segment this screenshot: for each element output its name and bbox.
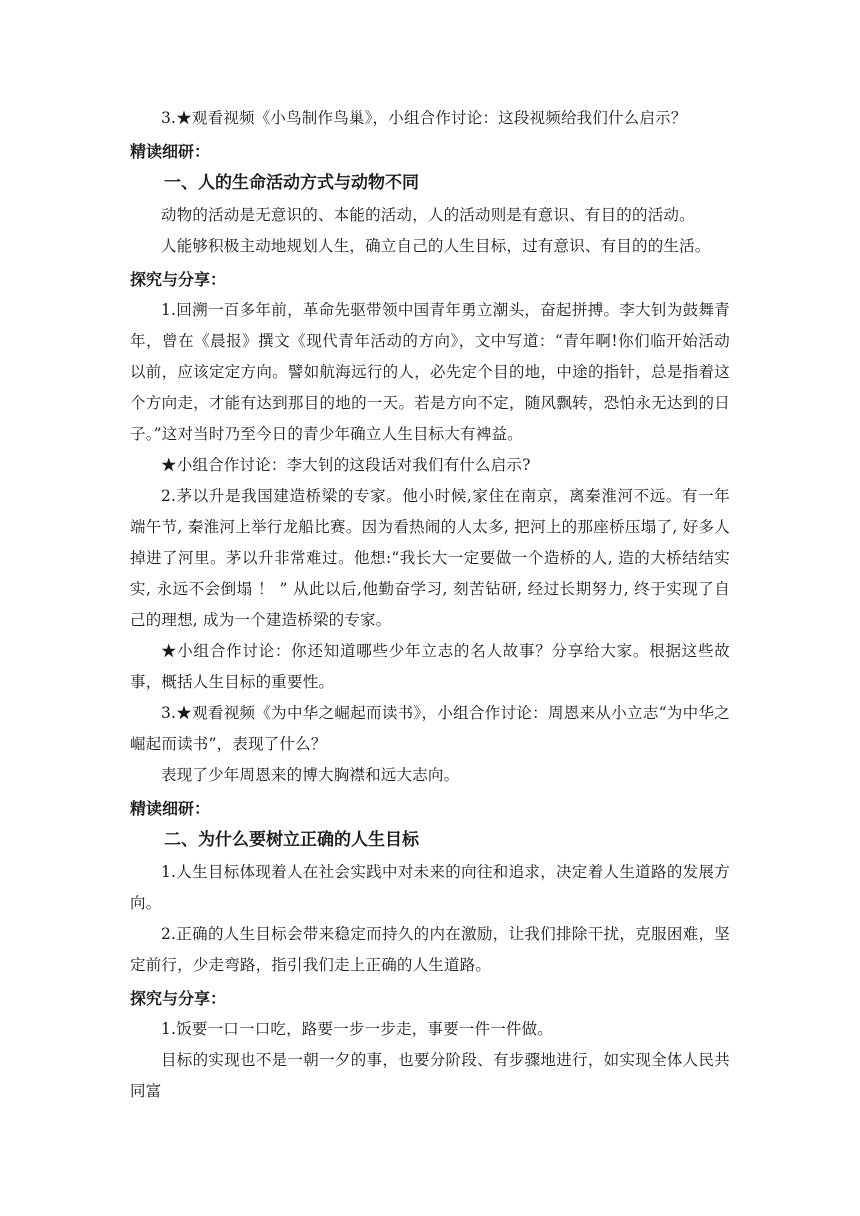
activity-3-video-bird-nest: 3.★观看视频《小鸟制作鸟巢》，小组合作讨论：这段视频给我们什么启示？ — [161, 109, 687, 127]
activity-3-video-zhou-enlai: 3.★观看视频《为中华之崛起而读书》，小组合作讨论：周恩来从小立志“为中华之崛起而读书”，表现了什么？ — [130, 704, 730, 753]
paragraph-goal-motivation: 2.正确的人生目标会带来稳定而持久的内在激励，让我们排除干扰，克服困难，坚定前行，少走弯路，指引我们走上正确的人生道路。 — [130, 925, 730, 974]
paragraph-goal-stages: 目标的实现也不是一朝一夕的事，也要分阶段、有步骤地进行，如实现全体人民共同富 — [130, 1051, 730, 1100]
discussion-famous-stories: ★小组合作讨论：你还知道哪些少年立志的名人故事？分享给大家。根据这些故事，概括人生目标的重要性。 — [130, 642, 730, 691]
section-label-explore-share-2: 探究与分享： — [130, 989, 227, 1008]
section-label-close-reading: 精读细研： — [130, 142, 211, 161]
paragraph-goal-direction: 1.人生目标体现着人在社会实践中对未来的向往和追求，决定着人生道路的发展方向。 — [130, 863, 730, 912]
discussion-li-dazhao: ★小组合作讨论：李大钊的这段话对我们有什么启示? — [161, 456, 531, 474]
paragraph-animal-activity: 动物的活动是无意识的、本能的活动，人的活动则是有意识、有目的的活动。 — [161, 206, 695, 224]
answer-zhou-enlai: 表现了少年周恩来的博大胸襟和远大志向。 — [161, 766, 460, 784]
paragraph-step-by-step: 1.饭要一口一口吃，路要一步一步走，事要一件一件做。 — [161, 1020, 553, 1038]
section-label-explore-share: 探究与分享： — [130, 270, 227, 289]
section-label-close-reading-2: 精读细研： — [130, 799, 211, 818]
paragraph-human-planning: 人能够积极主动地规划人生，确立自己的人生目标，过有意识、有目的的生活。 — [161, 237, 711, 255]
subheading-one: 一、人的生命活动方式与动物不同 — [164, 173, 419, 193]
document-body — [130, 103, 730, 1107]
paragraph-mao-yisheng-story: 2.茅以升是我国建造桥梁的专家。他小时候,家住在南京，离秦淮河不远。有一年端午节, 秦淮河上举行龙船比赛。因为看热闹的人太多, 把河上的那座桥压塌了, 好多人掉进了河里。茅以升非常难过。他想:“我长大一定要做一个造桥的人, 造的大桥结结实实, 永远不会倒塌 ！ ” 从此以后,他勤奋学习, 刻苦钻研, 经过长期努力, 终于实现了自己的理想, 成为一个建造桥梁的专家。 — [130, 487, 730, 629]
subheading-two: 二、为什么要树立正确的人生目标 — [164, 830, 419, 850]
paragraph-li-dazhao-story: 1.回溯一百多年前，革命先驱带领中国青年勇立潮头，奋起拼搏。李大钊为鼓舞青年，曾在《晨报》撰文《现代青年活动的方向》，文中写道：“青年啊!你们临开始活动以前，应该定定方向。譬如航海远行的人，必先定个目的地，中途的指针，总是指着这个方向走，才能有达到那目的地的一天。若是方向不定，随风飘转，恐怕永无达到的日子。”这对当时乃至今日的青少年确立人生目标大有裨益。 — [130, 301, 730, 443]
